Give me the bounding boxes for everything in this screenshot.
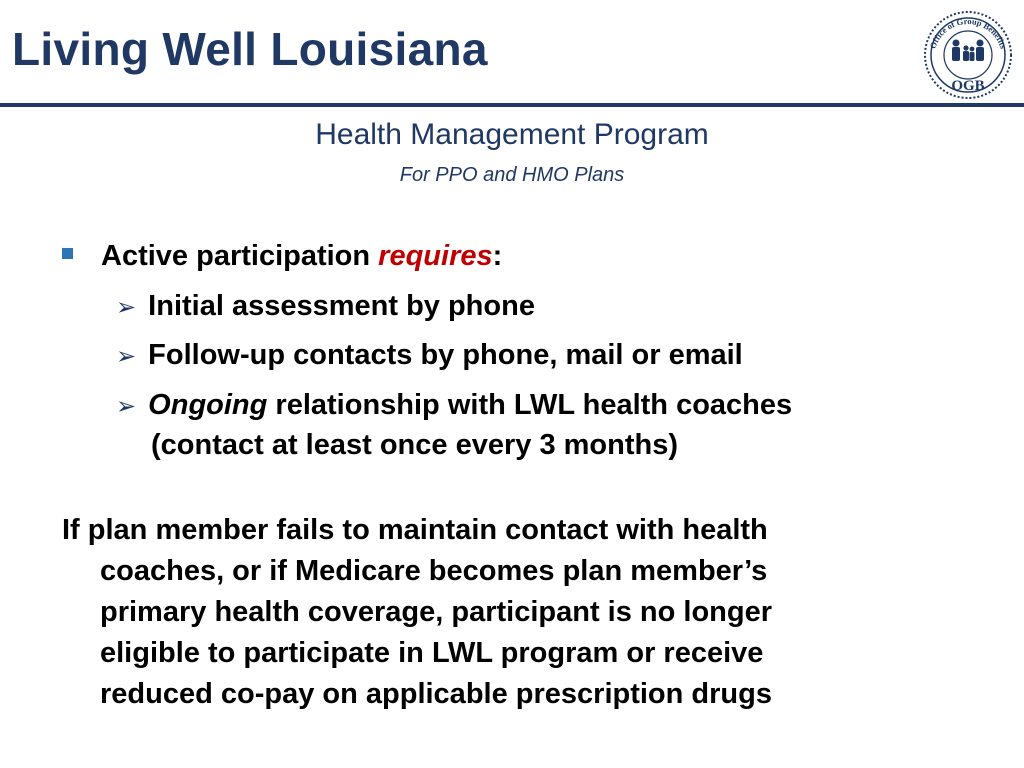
list-item-text: Follow-up contacts by phone, mail or email [148, 339, 743, 371]
notice-line: coaches, or if Medicare becomes plan member’s [100, 555, 768, 587]
section-subtitle: For PPO and HMO Plans [399, 164, 625, 186]
notice-line: primary health coverage, participant is no longer [100, 596, 773, 628]
notice-line: eligible to participate in LWL program or receive [100, 637, 764, 669]
requirements-lead-text: Active participation [101, 240, 379, 272]
list-item [116, 286, 535, 327]
list-item [116, 335, 743, 376]
requirements-lead [101, 236, 502, 276]
slide-title: Living Well Louisiana [12, 23, 488, 75]
arrow-bullet-icon: ➢ [116, 392, 137, 420]
section-title [0, 118, 1024, 152]
list-item [116, 385, 792, 426]
square-bullet-icon [62, 248, 73, 259]
arrow-bullet-icon: ➢ [116, 293, 137, 321]
requirements-lead-emphasis: requires [378, 240, 493, 272]
list-item-continuation: (contact at least once every 3 months) [151, 429, 678, 461]
ogb-seal-icon [920, 10, 1016, 100]
requirements-lead-tail: : [492, 240, 503, 272]
list-item-emphasis: Ongoing [148, 389, 268, 421]
section-title-text: Health Management Program [315, 118, 709, 151]
seal-arc-text: Office of Group Benefits [927, 15, 1009, 50]
title-divider [0, 103, 1024, 107]
notice-line: reduced co-pay on applicable prescription drugs [100, 678, 772, 710]
arrow-bullet-icon: ➢ [116, 342, 137, 370]
seal-monogram: OGB [951, 78, 985, 94]
list-item-text: relationship with LWL health coaches [267, 389, 793, 421]
list-item-text: Initial assessment by phone [148, 290, 535, 322]
ogb-logo [920, 10, 1016, 100]
notice-line: If plan member fails to maintain contact with health [62, 514, 768, 546]
eligibility-notice [62, 510, 962, 715]
